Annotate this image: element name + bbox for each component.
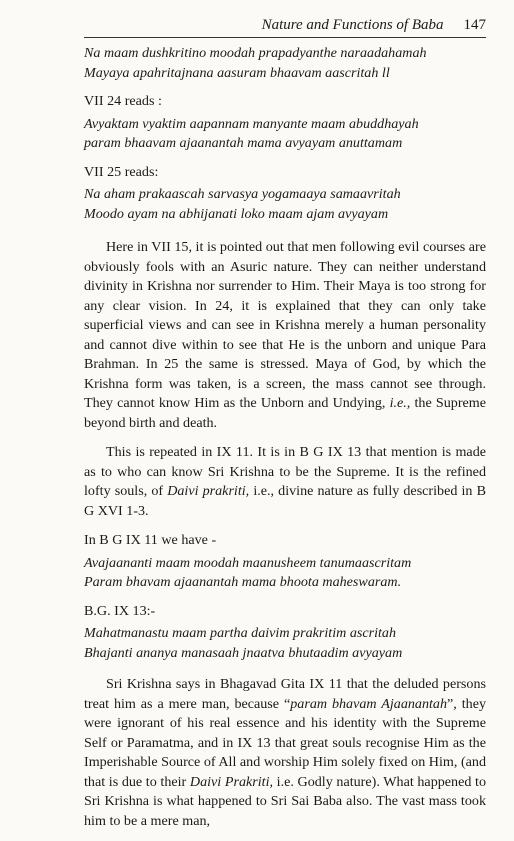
verse-block [84, 185, 486, 224]
verse-line: Mayaya apahritajnana aasuram bhaavam aascritah ll [84, 64, 390, 81]
paragraph: This is repeated in IX 11. It is in B G IX 13 that mention is made as to who can know Sri Krishna to be the Supreme. It is the refined lofty souls, of Daivi prakriti, i.e., divine nature as fully described in B G XVI 1-3. [84, 444, 486, 519]
verse-line: Bhajanti ananya manasaah jnaatva bhutaadim avyayam [84, 644, 403, 661]
verse-line: Na maam dushkritino moodah prapadyanthe naraadahamah [84, 45, 427, 61]
verse-reference: In B G IX 11 we have - [84, 532, 217, 548]
verse-block [84, 44, 486, 83]
verse-line: Moodo ayam na abhijanati loko maam ajam avyayam [84, 205, 389, 222]
verse-reference: VII 24 reads : [84, 93, 162, 109]
page-body [84, 44, 486, 841]
verse-reference: B.G. IX 13:- [84, 602, 156, 619]
verse-block [84, 624, 486, 663]
verse-block [84, 554, 486, 593]
verse-block [84, 115, 486, 154]
verse-line: Param bhavam ajaanantah mama bhoota maheswaram. [84, 574, 402, 590]
paragraph: Sri Krishna says in Bhagavad Gita IX 11 that the deluded persons treat him as a mere man, because “param bhavam Ajaanantah”, they were ignorant of his real essence and his identity with the Supreme Self or Paramatma, and in IX 13 that great souls recognise Him as the Imperishable Source of All and worship Him solely fixed on Him, (and that is due to their Daivi Prakriti, i.e. Godly nature). What happened to Sri Krishna is what happened to Sri Sai Baba also. The vast mass took him to be a mere man, [84, 676, 486, 829]
paragraph: Here in VII 15, it is pointed out that men following evil courses are obviously fools with an Asuric nature. They can neither understand divinity in Krishna nor surrender to Him. Their Maya is too strong for any clear vision. In 24, it is explained that they can only take superficial views and can see in Krishna merely a human personality and cannot dive within to see that He is the unborn and unique Para Brahman. In 25 the same is stressed. Maya of God, by which the Krishna form was taken, is a screen, the mass cannot see through. They cannot know Him as the Unborn and Undying, i.e., the Supreme beyond birth and death. [84, 239, 486, 431]
chapter-title: Nature and Functions of Baba [261, 17, 444, 33]
verse-line: Avajaananti maam moodah maanusheem tanumaascritam [84, 554, 412, 571]
verse-line: Mahatmanastu maam partha daivim prakritim ascritah [84, 625, 397, 641]
running-header [84, 14, 486, 38]
verse-reference: VII 25 reads: [84, 163, 159, 180]
verse-line: Na aham prakaascah sarvasya yogamaaya samaavritah [84, 186, 401, 202]
verse-line: param bhaavam ajaanantah mama avyayam anuttamam [84, 135, 403, 151]
verse-line: Avyaktam vyaktim aapannam manyante maam abuddhayah [84, 115, 419, 132]
page-number: 147 [463, 17, 486, 33]
